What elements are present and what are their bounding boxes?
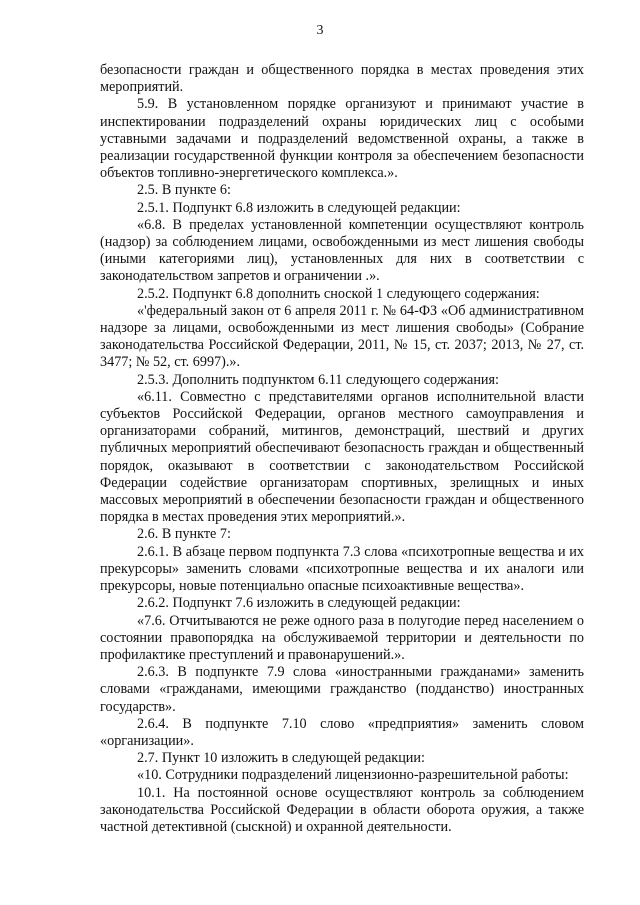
- paragraph-2-6-3: 2.6.3. В подпункте 7.9 слова «иностранными гражданами» заменить словами «гражданами, имеющими гражданство (подданство) иностранных государств».: [100, 664, 584, 715]
- paragraph-2-5-2: 2.5.2. Подпункт 6.8 дополнить сноской 1 следующего содержания:: [137, 285, 540, 302]
- paragraph-10-1: 10.1. На постоянной основе осуществляют контроль за соблюдением законодательства Российской Федерации в области оборота оружия, а также частной детективной (сыскной) и охранной деятельности.: [100, 784, 584, 835]
- paragraph-continuation: безопасности граждан и общественного порядка в местах проведения этих мероприятий.: [100, 62, 584, 96]
- paragraph-7-6: «7.6. Отчитываются не реже одного раза в полугодие перед населением о состоянии правопорядка на обслуживаемой территории и деятельности по профилактике преступлений и правонарушений.».: [100, 612, 584, 663]
- paragraph-2-6-2: 2.6.2. Подпункт 7.6 изложить в следующей редакции:: [137, 595, 461, 612]
- paragraph-2-6-1: 2.6.1. В абзаце первом подпункта 7.3 слова «психотропные вещества и их прекурсоры» заменить словами «психотропные вещества и их аналоги или прекурсоры, новые потенциально опасные психоактивные вещества».: [100, 543, 584, 595]
- paragraph-2-6: 2.6. В пункте 7:: [137, 526, 231, 543]
- paragraph-2-5-3: 2.5.3. Дополнить подпунктом 6.11 следующего содержания:: [137, 371, 499, 388]
- paragraph-6-8: «6.8. В пределах установленной компетенции осуществляют контроль (надзор) за соблюдением лицами, освобожденными из мест лишения свободы (иными категориями лиц), установленных для них в соответствии с законодательством запретов и ограничении .».: [100, 216, 584, 285]
- paragraph-10: «10. Сотрудники подразделений лицензионно-разрешительной работы:: [137, 767, 569, 784]
- paragraph-footnote-1: «'федеральный закон от 6 апреля 2011 г. № 64-ФЗ «Об административном надзоре за лицами, освобожденными из мест лишения свободы» (Собрание законодательства Российской Федерации, 2011, № 15, ст. 2037; 2013, № 27, ст. 3477; № 52, ст. 6997).».: [100, 302, 584, 371]
- paragraph-2-5: 2.5. В пункте 6:: [137, 182, 231, 199]
- paragraph-5-9: 5.9. В установленном порядке организуют и принимают участие в инспектировании подразделений охраны юридических лиц с особыми уставными задачами и подразделений ведомственной охраны, а также в реализации государственной функции контроля за обеспечением безопасности объектов топливно-энергетического комплекса.».: [100, 96, 584, 182]
- paragraph-2-6-4: 2.6.4. В подпункте 7.10 слово «предприятия» заменить словом «организации».: [100, 715, 584, 749]
- paragraph-2-5-1: 2.5.1. Подпункт 6.8 изложить в следующей редакции:: [137, 199, 461, 216]
- paragraph-6-11: «6.11. Совместно с представителями органов исполнительной власти субъектов Российской Федерации, органов местного самоуправления и организаторами собраний, митингов, демонстраций, шествий и других публичных мероприятий обеспечивают безопасность граждан и общественный порядок, оказывают в соответствии с законодательством Российской Федерации содействие организаторам спортивных, зрелищных и иных массовых мероприятий в обеспечении безопасности граждан и общественного порядка в местах проведения этих мероприятий.».: [100, 388, 584, 526]
- document-body: [100, 62, 584, 836]
- page-number: 3: [316, 23, 324, 38]
- paragraph-2-7: 2.7. Пункт 10 изложить в следующей редакции:: [137, 750, 425, 767]
